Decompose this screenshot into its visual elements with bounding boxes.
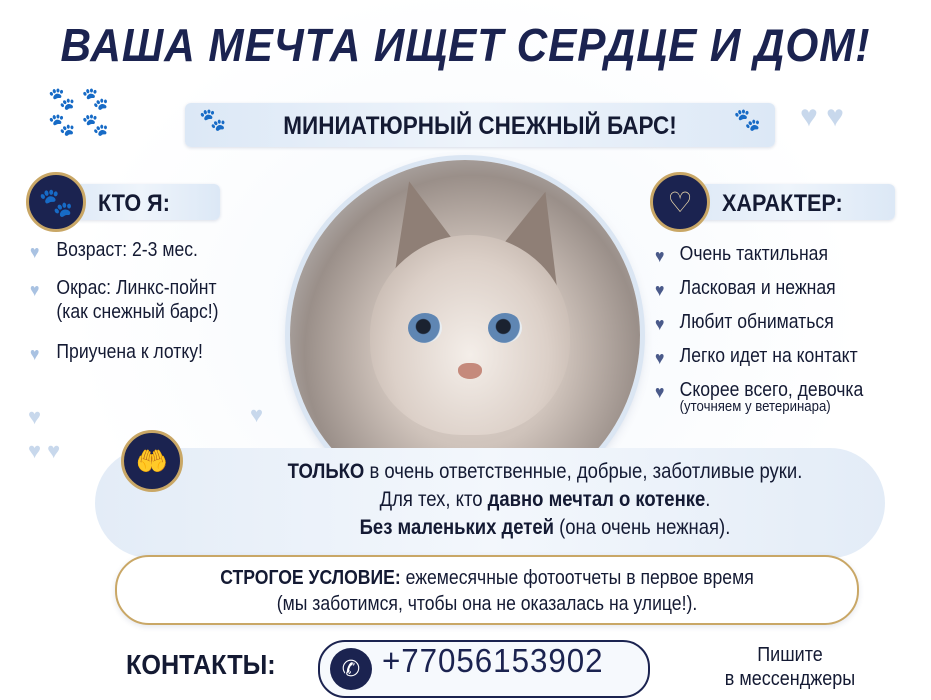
heart-icon: ♥ <box>30 280 40 300</box>
hand-heart-icon: 🤲 <box>121 430 183 492</box>
paw-badge-icon: 🐾 <box>26 172 86 232</box>
heart-badge-icon: ♡ <box>650 172 710 232</box>
messenger-note: Пишите в мессенджеры <box>724 644 856 690</box>
heart-icon: ♥ <box>655 348 665 368</box>
phone-number[interactable]: +77056153902 <box>382 642 604 679</box>
contacts-label: КОНТАКТЫ: <box>126 649 276 680</box>
list-item: ♥ Очень тактильная <box>655 243 828 266</box>
page-title: ВАША МЕЧТА ИЩЕТ СЕРДЦЕ И ДОМ! <box>60 19 871 71</box>
requirements-text: ТОЛЬКО в очень ответственные, добрые, заботливые руки. Для тех, кто давно мечтал о котенке. Без маленьких детей (она очень нежная). <box>287 460 803 539</box>
hearts-decoration-mid: ♥ <box>250 402 264 427</box>
kitten-eye <box>408 313 442 343</box>
heart-icon: ♥ <box>655 280 665 300</box>
list-item: ♥ Приучена к лотку! <box>30 341 203 364</box>
character-list <box>655 242 925 415</box>
kitten-nose <box>458 363 482 379</box>
kitten-face <box>370 235 570 435</box>
list-item: ♥ Окрас: Линкс-пойнт (как снежный барс!) <box>30 277 219 323</box>
heart-icon: ♥ <box>30 242 40 262</box>
heart-icon: ♥ <box>30 344 40 364</box>
phone-icon: ✆ <box>330 648 372 690</box>
subtitle-ribbon <box>185 103 775 147</box>
list-item: ♥ Легко идет на контакт <box>655 345 858 368</box>
kitten-eye <box>488 313 522 343</box>
hearts-decoration-left: ♥ ♥ ♥ <box>28 404 61 463</box>
who-list <box>30 238 300 378</box>
phone-pill[interactable] <box>318 640 650 698</box>
subtitle: МИНИАТЮРНЫЙ СНЕЖНЫЙ БАРС! <box>283 112 677 140</box>
character-ribbon <box>680 184 895 220</box>
paw-icon: 🐾 <box>199 107 227 132</box>
paw-prints-decoration: 🐾 🐾 🐾 🐾 <box>48 86 109 137</box>
heart-icon: ♥ <box>655 382 665 402</box>
character-title: ХАРАКТЕР: <box>722 190 843 217</box>
heart-icon: ♥ <box>655 314 665 334</box>
list-item: ♥ Скорее всего, девочка <box>655 379 864 402</box>
requirements-ribbon <box>95 448 885 558</box>
strict-condition-text: СТРОГОЕ УСЛОВИЕ: ежемесячные фотоотчеты в первое время (мы заботимся, чтобы она не оказалась на улице!). <box>220 567 754 615</box>
heart-icon: ♥ <box>655 246 665 266</box>
who-title: КТО Я: <box>98 190 170 217</box>
list-item: ♥ Возраст: 2-3 мес. <box>30 239 198 262</box>
strict-condition-box <box>115 555 859 625</box>
list-item: ♥ Ласковая и нежная <box>655 277 836 300</box>
vet-note: (уточняем у ветеринара) <box>679 398 831 415</box>
hearts-decoration: ♥ ♥ <box>800 100 844 133</box>
paw-icon: 🐾 <box>733 107 761 132</box>
list-item: ♥ Любит обниматься <box>655 311 834 334</box>
